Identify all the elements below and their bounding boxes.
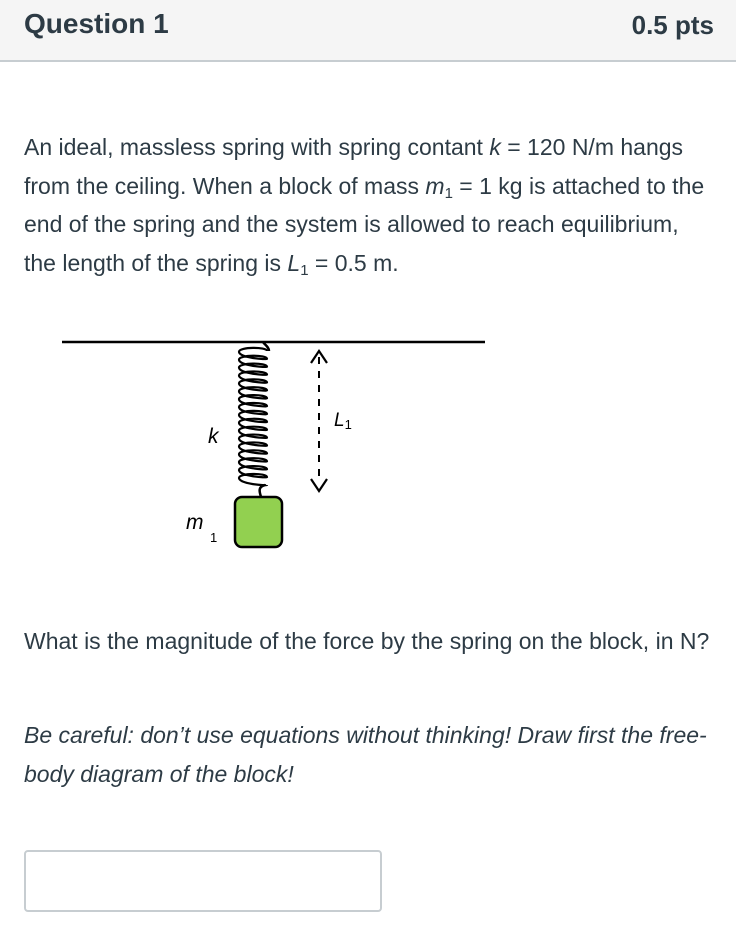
stem-text-3: = 1 kg is attached to the end of the spring and the system is allowed to reach equilibrium, the length of the spring is — [24, 172, 705, 276]
spring-coil — [239, 348, 267, 485]
answer-input[interactable] — [24, 850, 382, 912]
question-prompt: What is the magnitude of the force by the spring on the block, in N? — [24, 628, 710, 654]
length-label: L1 — [334, 410, 352, 432]
spring-bottom-lead — [260, 485, 265, 497]
stem-text-4: = 0.5 m. — [308, 249, 399, 276]
mass-block — [235, 497, 282, 547]
question-title: Question 1 — [24, 8, 169, 39]
mass-label: m — [186, 511, 204, 534]
question-points: 0.5 pts — [631, 10, 714, 40]
question-warning: Be careful: don’t use equations without thinking! Draw first the free-body diagram of the block! — [24, 722, 707, 787]
k-symbol: k — [489, 134, 501, 160]
L-symbol: L — [287, 249, 301, 276]
question-header — [0, 0, 736, 62]
spring-mass-diagram — [55, 325, 495, 560]
m-symbol: m — [425, 172, 445, 199]
stem-text-2: = 120 N/m hangs from the ceiling. When a block of mass — [24, 134, 684, 199]
question-stem — [24, 128, 714, 282]
L-subscript: 1 — [300, 261, 309, 279]
stem-text-1: An ideal, massless spring with spring contant — [24, 134, 490, 160]
mass-label-subscript: 1 — [210, 530, 218, 545]
m-subscript: 1 — [444, 184, 453, 202]
spring-constant-label: k — [208, 425, 219, 448]
length-arrow-bottom-head — [311, 479, 327, 491]
